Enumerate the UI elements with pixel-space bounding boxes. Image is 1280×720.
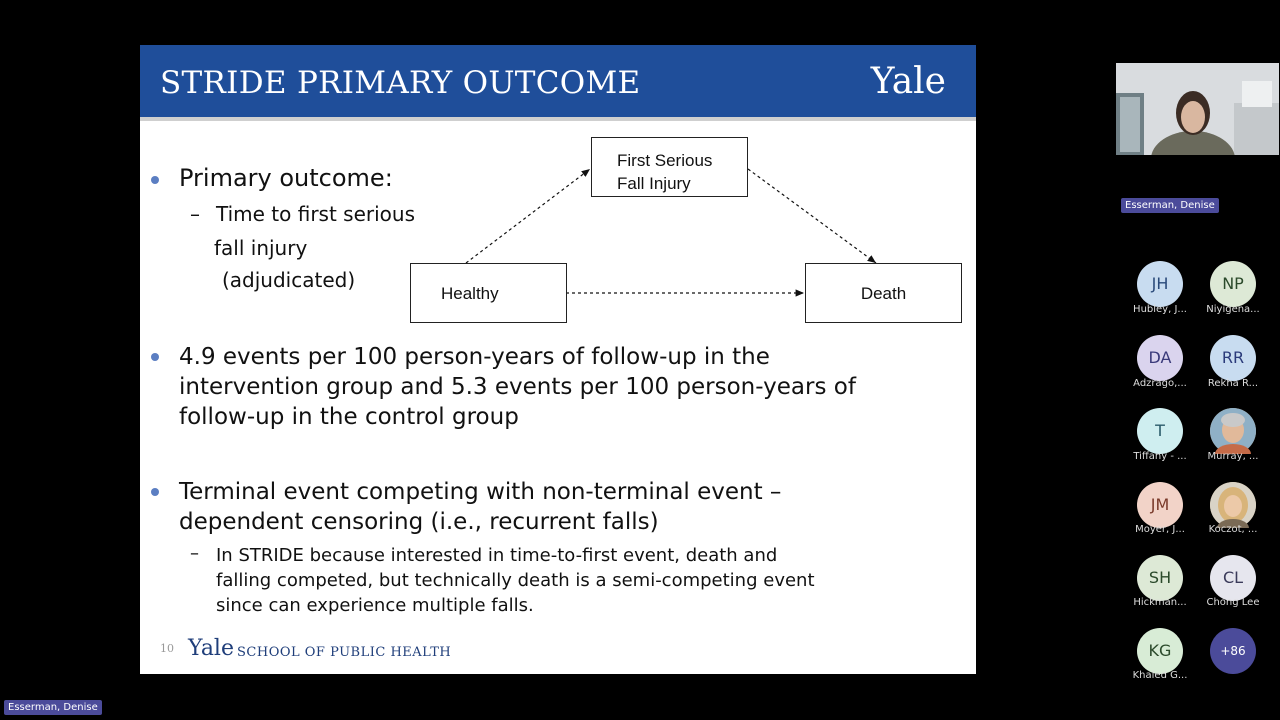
participant-photo	[1210, 408, 1256, 454]
participant-name: Moyer, J...	[1135, 524, 1185, 535]
participant-name: Tiffany - ...	[1133, 451, 1187, 462]
participant-avatar[interactable]	[1137, 482, 1183, 528]
bullet-dot-3	[151, 488, 159, 496]
sub-line: falling competed, but technically death is a semi-competing event	[216, 570, 815, 591]
speaker-video-image	[1116, 63, 1279, 155]
bullet-line: follow-up in the control group	[179, 404, 519, 430]
arrow-injury-to-death	[748, 169, 876, 263]
avatar-initials: JM	[1150, 495, 1170, 514]
bullet-terminal-event	[179, 477, 781, 537]
avatar-initials: DA	[1148, 348, 1172, 367]
participant-name: Adzrago,...	[1133, 378, 1187, 389]
bullet-dot-2	[151, 353, 159, 361]
participant-avatar[interactable]	[1137, 555, 1183, 601]
bullet-line: Terminal event competing with non-terminal event –	[179, 479, 782, 505]
sub-line: since can experience multiple falls.	[216, 595, 534, 616]
bullet-line: dependent censoring (i.e., recurrent falls)	[179, 509, 659, 535]
speaker-video-tile[interactable]	[1116, 63, 1279, 155]
participant-photo	[1210, 482, 1256, 528]
arrow-healthy-to-injury	[466, 169, 590, 263]
participant-name: Hickman...	[1133, 597, 1187, 608]
more-participants-button[interactable]	[1210, 628, 1256, 674]
speaker-name-tag: Esserman, Denise	[1121, 198, 1219, 213]
state-box-first-serious-fall-injury	[591, 137, 748, 197]
avatar-initials: NP	[1222, 274, 1244, 293]
state-box-healthy	[410, 263, 567, 323]
slide-page-number: 10	[160, 642, 174, 655]
avatar-initials: +86	[1220, 644, 1246, 658]
participant-name: Niyigena...	[1206, 304, 1260, 315]
sub-text-line: (adjudicated)	[222, 268, 356, 292]
state-label: Healthy	[441, 284, 499, 303]
participant-name: Murray, ...	[1207, 451, 1259, 462]
bullet-events-rate	[179, 342, 856, 432]
participant-avatar[interactable]	[1137, 408, 1183, 454]
footer-school-name: SCHOOL OF PUBLIC HEALTH	[237, 645, 452, 660]
avatar-initials: RR	[1221, 348, 1245, 367]
participant-name: Khaled G...	[1132, 670, 1188, 681]
avatar-initials: T	[1155, 421, 1165, 440]
footer-yale-wordmark: Yale	[188, 636, 234, 661]
participant-name: Hubley, J...	[1133, 304, 1187, 315]
participant-photo-avatar[interactable]	[1210, 408, 1256, 454]
sub-dash-3: –	[190, 543, 199, 564]
avatar-initials: JH	[1151, 274, 1169, 293]
participant-photo-avatar[interactable]	[1210, 482, 1256, 528]
self-view-name-tag: Esserman, Denise	[4, 700, 102, 715]
sub-text-line: fall injury	[214, 236, 308, 260]
avatar-initials: KG	[1148, 641, 1172, 660]
participant-name: Chong Lee	[1206, 597, 1260, 608]
bullet-line: intervention group and 5.3 events per 100 person-years of	[179, 374, 856, 400]
yale-logo: Yale	[870, 61, 946, 102]
participant-avatar[interactable]	[1137, 628, 1183, 674]
sub-bullet-stride	[216, 543, 815, 618]
participant-avatar[interactable]	[1210, 261, 1256, 307]
slide-title: STRIDE PRIMARY OUTCOME	[160, 65, 641, 101]
avatar-initials: CL	[1222, 568, 1244, 587]
bullet-line: 4.9 events per 100 person-years of follow-up in the	[179, 344, 770, 370]
participant-avatar[interactable]	[1137, 335, 1183, 381]
avatar-initials: SH	[1148, 568, 1172, 587]
presentation-slide	[140, 45, 976, 674]
participant-avatar[interactable]	[1210, 335, 1256, 381]
participant-avatar[interactable]	[1210, 555, 1256, 601]
participant-name: Rekha R...	[1207, 378, 1259, 389]
participant-name: Koczot, ...	[1208, 524, 1258, 535]
state-box-death	[805, 263, 962, 323]
participant-avatar[interactable]	[1137, 261, 1183, 307]
state-label: Death	[860, 284, 907, 303]
sub-line: In STRIDE because interested in time-to-first event, death and	[216, 545, 778, 566]
sub-text-line: Time to first serious	[216, 202, 416, 226]
state-label-line: Fall Injury	[617, 174, 691, 193]
state-label-line: First Serious	[617, 151, 713, 170]
bullet-primary-outcome: Primary outcome:	[179, 164, 393, 192]
sub-dash-1: –	[190, 202, 200, 226]
